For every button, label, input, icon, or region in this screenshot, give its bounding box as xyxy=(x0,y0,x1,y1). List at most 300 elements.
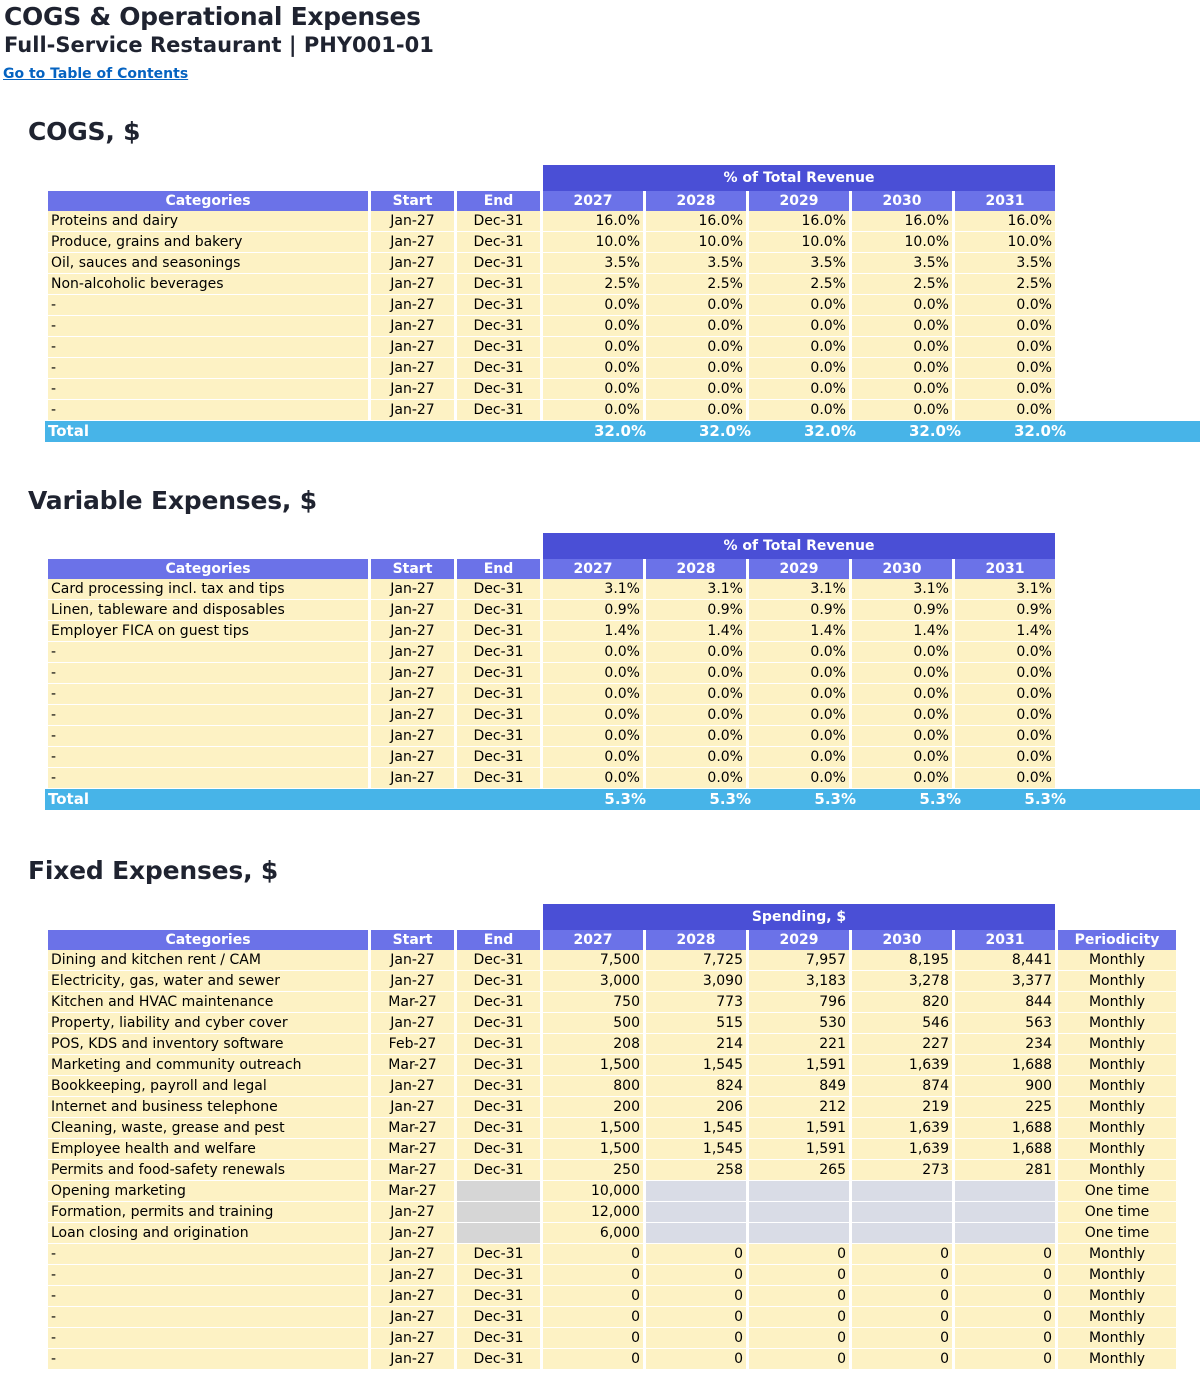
value-cell[interactable]: 0.0% xyxy=(543,768,643,789)
value-cell[interactable]: 3,377 xyxy=(955,971,1055,992)
value-cell[interactable]: 8,195 xyxy=(852,950,952,971)
end-date[interactable]: Dec-31 xyxy=(457,1139,540,1160)
category-name[interactable]: - xyxy=(48,684,368,705)
value-cell[interactable]: 0.0% xyxy=(955,642,1055,663)
start-date[interactable]: Mar-27 xyxy=(371,1160,454,1181)
end-date[interactable]: Dec-31 xyxy=(457,1118,540,1139)
end-date[interactable]: Dec-31 xyxy=(457,1013,540,1034)
value-cell[interactable]: 212 xyxy=(749,1097,849,1118)
end-date[interactable]: Dec-31 xyxy=(457,642,540,663)
value-cell[interactable]: 0 xyxy=(646,1286,746,1307)
end-date[interactable]: Dec-31 xyxy=(457,705,540,726)
end-date[interactable]: Dec-31 xyxy=(457,295,540,316)
value-cell[interactable]: 0.0% xyxy=(749,316,849,337)
value-cell[interactable]: 800 xyxy=(543,1076,643,1097)
value-cell[interactable]: 0.0% xyxy=(852,316,952,337)
value-cell[interactable]: 0.0% xyxy=(543,642,643,663)
value-cell[interactable]: 0.0% xyxy=(852,705,952,726)
start-date[interactable]: Mar-27 xyxy=(371,1055,454,1076)
category-name[interactable]: - xyxy=(48,663,368,684)
end-date[interactable]: Dec-31 xyxy=(457,684,540,705)
value-cell[interactable]: 0.0% xyxy=(852,379,952,400)
value-cell[interactable]: 0 xyxy=(852,1307,952,1328)
value-cell[interactable]: 0 xyxy=(955,1244,1055,1265)
value-cell[interactable]: 1,591 xyxy=(749,1139,849,1160)
value-cell[interactable]: 265 xyxy=(749,1160,849,1181)
periodicity-cell[interactable]: One time xyxy=(1058,1181,1176,1202)
value-cell[interactable]: 3.1% xyxy=(543,579,643,600)
end-date[interactable]: Dec-31 xyxy=(457,1328,540,1349)
value-cell[interactable]: 2.5% xyxy=(852,274,952,295)
value-cell[interactable]: 0.0% xyxy=(852,400,952,421)
category-name[interactable]: Bookkeeping, payroll and legal xyxy=(48,1076,368,1097)
value-cell[interactable]: 1.4% xyxy=(955,621,1055,642)
value-cell[interactable]: 0 xyxy=(646,1244,746,1265)
value-cell[interactable]: 7,957 xyxy=(749,950,849,971)
periodicity-cell[interactable]: One time xyxy=(1058,1202,1176,1223)
value-cell[interactable]: 0.0% xyxy=(646,337,746,358)
category-name[interactable]: - xyxy=(48,358,368,379)
end-date[interactable]: Dec-31 xyxy=(457,663,540,684)
value-cell[interactable]: 874 xyxy=(852,1076,952,1097)
start-date[interactable]: Jan-27 xyxy=(371,400,454,421)
value-cell[interactable]: 0 xyxy=(955,1349,1055,1370)
value-cell[interactable]: 0.0% xyxy=(955,726,1055,747)
category-name[interactable]: - xyxy=(48,1286,368,1307)
value-cell[interactable]: 225 xyxy=(955,1097,1055,1118)
start-date[interactable]: Jan-27 xyxy=(371,316,454,337)
end-date[interactable]: Dec-31 xyxy=(457,211,540,232)
value-cell[interactable]: 0.0% xyxy=(955,663,1055,684)
category-name[interactable]: Card processing incl. tax and tips xyxy=(48,579,368,600)
category-name[interactable]: - xyxy=(48,1307,368,1328)
value-cell[interactable]: 0 xyxy=(646,1307,746,1328)
category-name[interactable]: - xyxy=(48,726,368,747)
value-cell[interactable]: 0.0% xyxy=(543,316,643,337)
periodicity-cell[interactable]: Monthly xyxy=(1058,1349,1176,1370)
value-cell[interactable]: 820 xyxy=(852,992,952,1013)
value-cell[interactable]: 273 xyxy=(852,1160,952,1181)
value-cell[interactable]: 2.5% xyxy=(543,274,643,295)
category-name[interactable]: Produce, grains and bakery xyxy=(48,232,368,253)
start-date[interactable]: Jan-27 xyxy=(371,211,454,232)
value-cell[interactable]: 1,545 xyxy=(646,1118,746,1139)
value-cell[interactable]: 0.0% xyxy=(646,684,746,705)
value-cell[interactable]: 1,500 xyxy=(543,1055,643,1076)
start-date[interactable]: Jan-27 xyxy=(371,1307,454,1328)
category-name[interactable]: - xyxy=(48,400,368,421)
category-name[interactable]: Electricity, gas, water and sewer xyxy=(48,971,368,992)
value-cell[interactable]: 0.0% xyxy=(955,768,1055,789)
value-cell[interactable]: 234 xyxy=(955,1034,1055,1055)
start-date[interactable]: Jan-27 xyxy=(371,1328,454,1349)
value-cell[interactable]: 0.0% xyxy=(955,358,1055,379)
category-name[interactable]: Permits and food-safety renewals xyxy=(48,1160,368,1181)
value-cell[interactable]: 0 xyxy=(749,1328,849,1349)
end-date[interactable]: Dec-31 xyxy=(457,1034,540,1055)
periodicity-cell[interactable]: Monthly xyxy=(1058,1328,1176,1349)
category-name[interactable]: - xyxy=(48,642,368,663)
value-cell[interactable]: 0.0% xyxy=(852,747,952,768)
value-cell[interactable]: 0.0% xyxy=(749,358,849,379)
value-cell[interactable]: 0.0% xyxy=(955,684,1055,705)
end-date[interactable]: Dec-31 xyxy=(457,1307,540,1328)
start-date[interactable]: Jan-27 xyxy=(371,950,454,971)
value-cell[interactable]: 3,278 xyxy=(852,971,952,992)
value-cell[interactable]: 3.5% xyxy=(543,253,643,274)
value-cell[interactable]: 500 xyxy=(543,1013,643,1034)
periodicity-cell[interactable]: Monthly xyxy=(1058,992,1176,1013)
start-date[interactable]: Jan-27 xyxy=(371,337,454,358)
value-cell[interactable]: 0 xyxy=(646,1349,746,1370)
value-cell[interactable]: 0 xyxy=(543,1265,643,1286)
category-name[interactable]: - xyxy=(48,316,368,337)
value-cell[interactable]: 0.0% xyxy=(852,642,952,663)
value-cell[interactable]: 0.0% xyxy=(852,726,952,747)
end-date[interactable]: Dec-31 xyxy=(457,768,540,789)
value-cell[interactable]: 0.0% xyxy=(646,642,746,663)
value-cell[interactable]: 844 xyxy=(955,992,1055,1013)
value-cell[interactable]: 0 xyxy=(749,1307,849,1328)
periodicity-cell[interactable]: Monthly xyxy=(1058,1139,1176,1160)
value-cell[interactable]: 10.0% xyxy=(749,232,849,253)
value-cell[interactable]: 0.0% xyxy=(955,705,1055,726)
value-cell[interactable]: 214 xyxy=(646,1034,746,1055)
start-date[interactable]: Mar-27 xyxy=(371,1139,454,1160)
category-name[interactable]: Linen, tableware and disposables xyxy=(48,600,368,621)
end-date[interactable]: Dec-31 xyxy=(457,971,540,992)
value-cell[interactable]: 0.0% xyxy=(543,684,643,705)
periodicity-cell[interactable]: One time xyxy=(1058,1223,1176,1244)
category-name[interactable]: - xyxy=(48,1244,368,1265)
start-date[interactable]: Jan-27 xyxy=(371,663,454,684)
value-cell[interactable]: 0 xyxy=(749,1286,849,1307)
value-cell[interactable]: 0 xyxy=(749,1244,849,1265)
start-date[interactable]: Jan-27 xyxy=(371,1202,454,1223)
value-cell[interactable]: 0.0% xyxy=(543,295,643,316)
value-cell[interactable]: 0 xyxy=(852,1328,952,1349)
end-date[interactable]: Dec-31 xyxy=(457,400,540,421)
end-date[interactable]: Dec-31 xyxy=(457,1349,540,1370)
value-cell[interactable]: 0 xyxy=(852,1265,952,1286)
value-cell[interactable]: 1.4% xyxy=(646,621,746,642)
value-cell[interactable]: 0.0% xyxy=(543,358,643,379)
value-cell[interactable]: 0 xyxy=(852,1286,952,1307)
value-cell[interactable]: 1,500 xyxy=(543,1118,643,1139)
start-date[interactable]: Jan-27 xyxy=(371,1286,454,1307)
value-cell[interactable]: 16.0% xyxy=(955,211,1055,232)
value-cell[interactable]: 0.0% xyxy=(749,295,849,316)
value-cell[interactable]: 0.0% xyxy=(955,337,1055,358)
value-cell[interactable]: 3.1% xyxy=(955,579,1055,600)
value-cell[interactable]: 10.0% xyxy=(852,232,952,253)
value-cell[interactable]: 0 xyxy=(646,1328,746,1349)
value-cell[interactable]: 0.0% xyxy=(543,400,643,421)
start-date[interactable]: Jan-27 xyxy=(371,600,454,621)
start-date[interactable]: Jan-27 xyxy=(371,726,454,747)
category-name[interactable]: Non-alcoholic beverages xyxy=(48,274,368,295)
start-date[interactable]: Feb-27 xyxy=(371,1034,454,1055)
end-date[interactable]: Dec-31 xyxy=(457,747,540,768)
value-cell[interactable]: 0.0% xyxy=(852,663,952,684)
end-date[interactable]: Dec-31 xyxy=(457,316,540,337)
category-name[interactable]: - xyxy=(48,1349,368,1370)
start-date[interactable]: Mar-27 xyxy=(371,1181,454,1202)
start-date[interactable]: Jan-27 xyxy=(371,747,454,768)
value-cell[interactable]: 0 xyxy=(955,1328,1055,1349)
value-cell[interactable]: 3.1% xyxy=(646,579,746,600)
value-cell[interactable]: 0 xyxy=(646,1265,746,1286)
value-cell[interactable]: 0.0% xyxy=(852,295,952,316)
end-date[interactable]: Dec-31 xyxy=(457,950,540,971)
toc-link[interactable]: Go to Table of Contents xyxy=(3,66,189,82)
periodicity-cell[interactable]: Monthly xyxy=(1058,1244,1176,1265)
start-date[interactable]: Jan-27 xyxy=(371,232,454,253)
value-cell[interactable]: 0.0% xyxy=(955,400,1055,421)
value-cell[interactable]: 1,500 xyxy=(543,1139,643,1160)
value-cell[interactable]: 0.0% xyxy=(749,663,849,684)
value-cell[interactable]: 1,545 xyxy=(646,1139,746,1160)
periodicity-cell[interactable]: Monthly xyxy=(1058,1076,1176,1097)
category-name[interactable]: Employee health and welfare xyxy=(48,1139,368,1160)
value-cell[interactable]: 16.0% xyxy=(852,211,952,232)
value-cell[interactable]: 0.0% xyxy=(646,400,746,421)
value-cell[interactable]: 0.0% xyxy=(646,726,746,747)
value-cell[interactable]: 6,000 xyxy=(543,1223,643,1244)
value-cell[interactable]: 0 xyxy=(543,1286,643,1307)
start-date[interactable]: Jan-27 xyxy=(371,1076,454,1097)
start-date[interactable]: Jan-27 xyxy=(371,295,454,316)
value-cell[interactable]: 0.9% xyxy=(543,600,643,621)
value-cell[interactable]: 0.0% xyxy=(749,379,849,400)
value-cell[interactable]: 10.0% xyxy=(543,232,643,253)
category-name[interactable]: Opening marketing xyxy=(48,1181,368,1202)
periodicity-cell[interactable]: Monthly xyxy=(1058,1118,1176,1139)
value-cell[interactable]: 0 xyxy=(749,1265,849,1286)
value-cell[interactable]: 0.0% xyxy=(543,337,643,358)
end-date[interactable]: Dec-31 xyxy=(457,1286,540,1307)
category-name[interactable]: Oil, sauces and seasonings xyxy=(48,253,368,274)
periodicity-cell[interactable]: Monthly xyxy=(1058,1160,1176,1181)
value-cell[interactable]: 0 xyxy=(955,1307,1055,1328)
start-date[interactable]: Jan-27 xyxy=(371,274,454,295)
value-cell[interactable]: 546 xyxy=(852,1013,952,1034)
value-cell[interactable]: 219 xyxy=(852,1097,952,1118)
value-cell[interactable]: 7,725 xyxy=(646,950,746,971)
value-cell[interactable]: 0.0% xyxy=(749,726,849,747)
start-date[interactable]: Jan-27 xyxy=(371,1013,454,1034)
end-date[interactable]: Dec-31 xyxy=(457,1265,540,1286)
category-name[interactable]: - xyxy=(48,295,368,316)
value-cell[interactable]: 250 xyxy=(543,1160,643,1181)
start-date[interactable]: Jan-27 xyxy=(371,1223,454,1244)
end-date[interactable]: Dec-31 xyxy=(457,1076,540,1097)
start-date[interactable]: Jan-27 xyxy=(371,768,454,789)
value-cell[interactable]: 1,639 xyxy=(852,1139,952,1160)
value-cell[interactable]: 3.5% xyxy=(852,253,952,274)
value-cell[interactable]: 0.0% xyxy=(955,316,1055,337)
value-cell[interactable]: 0.0% xyxy=(646,768,746,789)
end-date[interactable]: Dec-31 xyxy=(457,1097,540,1118)
value-cell[interactable]: 1,688 xyxy=(955,1055,1055,1076)
value-cell[interactable]: 0.0% xyxy=(749,705,849,726)
value-cell[interactable]: 1.4% xyxy=(749,621,849,642)
value-cell[interactable]: 3.1% xyxy=(749,579,849,600)
end-date[interactable]: Dec-31 xyxy=(457,379,540,400)
value-cell[interactable]: 796 xyxy=(749,992,849,1013)
periodicity-cell[interactable]: Monthly xyxy=(1058,1034,1176,1055)
value-cell[interactable]: 1,639 xyxy=(852,1055,952,1076)
value-cell[interactable]: 0.0% xyxy=(749,400,849,421)
end-date[interactable]: Dec-31 xyxy=(457,579,540,600)
value-cell[interactable]: 0.9% xyxy=(749,600,849,621)
start-date[interactable]: Jan-27 xyxy=(371,621,454,642)
category-name[interactable]: Employer FICA on guest tips xyxy=(48,621,368,642)
value-cell[interactable]: 227 xyxy=(852,1034,952,1055)
category-name[interactable]: - xyxy=(48,747,368,768)
value-cell[interactable]: 750 xyxy=(543,992,643,1013)
value-cell[interactable]: 0.0% xyxy=(543,663,643,684)
periodicity-cell[interactable]: Monthly xyxy=(1058,1055,1176,1076)
periodicity-cell[interactable]: Monthly xyxy=(1058,1097,1176,1118)
value-cell[interactable]: 1.4% xyxy=(852,621,952,642)
category-name[interactable]: Dining and kitchen rent / CAM xyxy=(48,950,368,971)
end-date[interactable]: Dec-31 xyxy=(457,621,540,642)
value-cell[interactable]: 0.0% xyxy=(749,642,849,663)
value-cell[interactable]: 0 xyxy=(749,1349,849,1370)
start-date[interactable]: Jan-27 xyxy=(371,684,454,705)
value-cell[interactable]: 281 xyxy=(955,1160,1055,1181)
end-date[interactable]: Dec-31 xyxy=(457,726,540,747)
end-date[interactable]: Dec-31 xyxy=(457,1055,540,1076)
value-cell[interactable]: 0.0% xyxy=(646,295,746,316)
end-date[interactable]: Dec-31 xyxy=(457,600,540,621)
value-cell[interactable]: 0 xyxy=(955,1286,1055,1307)
start-date[interactable]: Jan-27 xyxy=(371,971,454,992)
periodicity-cell[interactable]: Monthly xyxy=(1058,1265,1176,1286)
periodicity-cell[interactable]: Monthly xyxy=(1058,1307,1176,1328)
value-cell[interactable]: 773 xyxy=(646,992,746,1013)
value-cell[interactable]: 2.5% xyxy=(646,274,746,295)
category-name[interactable]: - xyxy=(48,379,368,400)
value-cell[interactable]: 16.0% xyxy=(749,211,849,232)
start-date[interactable]: Mar-27 xyxy=(371,992,454,1013)
value-cell[interactable]: 900 xyxy=(955,1076,1055,1097)
value-cell[interactable]: 0.0% xyxy=(543,705,643,726)
value-cell[interactable]: 3.5% xyxy=(955,253,1055,274)
category-name[interactable]: - xyxy=(48,1265,368,1286)
value-cell[interactable]: 8,441 xyxy=(955,950,1055,971)
start-date[interactable]: Jan-27 xyxy=(371,579,454,600)
value-cell[interactable]: 3.1% xyxy=(852,579,952,600)
value-cell[interactable]: 1,545 xyxy=(646,1055,746,1076)
value-cell[interactable]: 0.0% xyxy=(955,379,1055,400)
start-date[interactable]: Jan-27 xyxy=(371,379,454,400)
end-date[interactable]: Dec-31 xyxy=(457,992,540,1013)
category-name[interactable]: Property, liability and cyber cover xyxy=(48,1013,368,1034)
value-cell[interactable]: 2.5% xyxy=(749,274,849,295)
value-cell[interactable]: 0.0% xyxy=(646,379,746,400)
value-cell[interactable]: 0.0% xyxy=(749,337,849,358)
value-cell[interactable]: 0.0% xyxy=(955,295,1055,316)
value-cell[interactable]: 0 xyxy=(543,1244,643,1265)
value-cell[interactable]: 0.9% xyxy=(646,600,746,621)
value-cell[interactable]: 0 xyxy=(955,1265,1055,1286)
end-date[interactable]: Dec-31 xyxy=(457,1160,540,1181)
end-date[interactable]: Dec-31 xyxy=(457,232,540,253)
value-cell[interactable]: 0.0% xyxy=(852,768,952,789)
value-cell[interactable]: 0.0% xyxy=(646,358,746,379)
value-cell[interactable]: 1,688 xyxy=(955,1118,1055,1139)
value-cell[interactable]: 3,090 xyxy=(646,971,746,992)
value-cell[interactable]: 12,000 xyxy=(543,1202,643,1223)
periodicity-cell[interactable]: Monthly xyxy=(1058,1013,1176,1034)
value-cell[interactable]: 3.5% xyxy=(646,253,746,274)
value-cell[interactable]: 200 xyxy=(543,1097,643,1118)
start-date[interactable]: Jan-27 xyxy=(371,253,454,274)
category-name[interactable]: - xyxy=(48,705,368,726)
value-cell[interactable]: 2.5% xyxy=(955,274,1055,295)
category-name[interactable]: Kitchen and HVAC maintenance xyxy=(48,992,368,1013)
value-cell[interactable]: 1,688 xyxy=(955,1139,1055,1160)
value-cell[interactable]: 208 xyxy=(543,1034,643,1055)
value-cell[interactable]: 0.9% xyxy=(955,600,1055,621)
end-date[interactable]: Dec-31 xyxy=(457,358,540,379)
start-date[interactable]: Jan-27 xyxy=(371,705,454,726)
value-cell[interactable]: 10.0% xyxy=(955,232,1055,253)
category-name[interactable]: Loan closing and origination xyxy=(48,1223,368,1244)
start-date[interactable]: Jan-27 xyxy=(371,1097,454,1118)
value-cell[interactable]: 258 xyxy=(646,1160,746,1181)
value-cell[interactable]: 0.0% xyxy=(749,768,849,789)
category-name[interactable]: Cleaning, waste, grease and pest xyxy=(48,1118,368,1139)
category-name[interactable]: Proteins and dairy xyxy=(48,211,368,232)
value-cell[interactable]: 0.0% xyxy=(543,747,643,768)
category-name[interactable]: - xyxy=(48,768,368,789)
value-cell[interactable]: 1.4% xyxy=(543,621,643,642)
value-cell[interactable]: 849 xyxy=(749,1076,849,1097)
value-cell[interactable]: 16.0% xyxy=(646,211,746,232)
start-date[interactable]: Jan-27 xyxy=(371,1244,454,1265)
value-cell[interactable]: 0.0% xyxy=(852,337,952,358)
start-date[interactable]: Jan-27 xyxy=(371,642,454,663)
value-cell[interactable]: 1,591 xyxy=(749,1118,849,1139)
value-cell[interactable]: 10.0% xyxy=(646,232,746,253)
category-name[interactable]: POS, KDS and inventory software xyxy=(48,1034,368,1055)
value-cell[interactable]: 0.0% xyxy=(646,705,746,726)
value-cell[interactable]: 1,591 xyxy=(749,1055,849,1076)
value-cell[interactable]: 7,500 xyxy=(543,950,643,971)
value-cell[interactable]: 515 xyxy=(646,1013,746,1034)
value-cell[interactable]: 0.0% xyxy=(646,663,746,684)
value-cell[interactable]: 3,000 xyxy=(543,971,643,992)
value-cell[interactable]: 3.5% xyxy=(749,253,849,274)
start-date[interactable]: Mar-27 xyxy=(371,1118,454,1139)
value-cell[interactable]: 0.0% xyxy=(749,684,849,705)
value-cell[interactable]: 0.0% xyxy=(955,747,1055,768)
value-cell[interactable]: 0.0% xyxy=(543,726,643,747)
category-name[interactable]: - xyxy=(48,1328,368,1349)
category-name[interactable]: Internet and business telephone xyxy=(48,1097,368,1118)
end-date[interactable]: Dec-31 xyxy=(457,1244,540,1265)
end-date[interactable]: Dec-31 xyxy=(457,274,540,295)
category-name[interactable]: - xyxy=(48,337,368,358)
start-date[interactable]: Jan-27 xyxy=(371,1265,454,1286)
periodicity-cell[interactable]: Monthly xyxy=(1058,971,1176,992)
value-cell[interactable]: 10,000 xyxy=(543,1181,643,1202)
value-cell[interactable]: 221 xyxy=(749,1034,849,1055)
value-cell[interactable]: 3,183 xyxy=(749,971,849,992)
